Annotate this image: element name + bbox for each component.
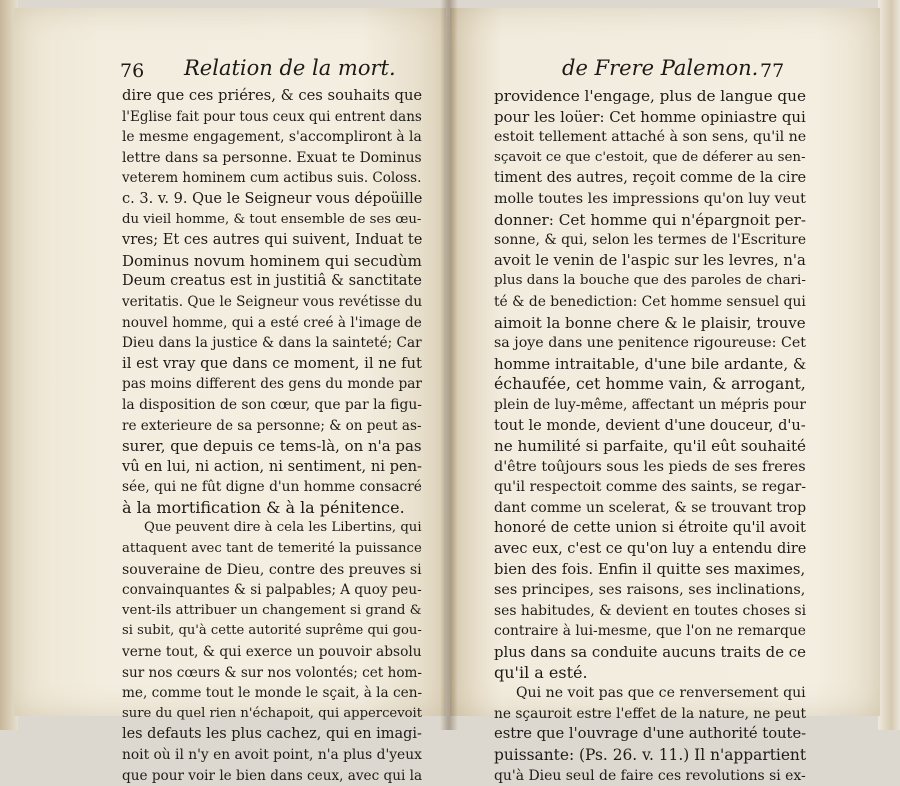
text-line: c. 3. v. 9. Que le Seigneur vous dépoüille — [122, 189, 423, 207]
text-line: sure du quel rien n'échapoit, qui appercevoit — [122, 705, 423, 721]
text-line: plus dans sa conduite aucuns traits de ce — [494, 643, 806, 662]
text-line: qu'il respectoit comme des saints, se regar- — [494, 479, 806, 496]
left-running-head: Relation de la mort. — [184, 56, 396, 80]
text-line: honoré de cette union si étroite qu'il avoit — [494, 519, 806, 537]
text-line: dire que ces priéres, & ces souhaits que — [122, 87, 423, 104]
text-line: verne tout, & qui exerce un pouvoir absolu — [122, 644, 422, 661]
text-line: me, comme tout le monde le sçait, à la cen- — [122, 685, 423, 702]
text-line: d'être toûjours sous les pieds de ses freres — [494, 458, 806, 475]
text-line: vent-ils attribuer un changement si grand & — [122, 602, 422, 618]
text-line: surer, que depuis ce tems-là, on n'a pas — [122, 437, 422, 456]
text-line: Qui ne voit pas que ce renversement qui — [516, 685, 806, 702]
text-line: sonne, & qui, selon les termes de l'Escriture — [494, 232, 807, 249]
text-line: dant comme un scelerat, & se trouvant trop — [494, 499, 807, 516]
text-line: sée, qui ne fût digne d'un homme consacré — [122, 479, 422, 496]
text-line: vû en lui, ni action, ni sentiment, ni pen- — [122, 457, 422, 475]
text-line: veritatis. Que le Seigneur vous revétisse du — [122, 293, 423, 310]
book-cover-edge-right — [878, 0, 900, 730]
text-line: estre que l'ouvrage d'une authorité toute- — [494, 725, 807, 743]
text-line: convainquantes & si palpables; A quoy peu- — [122, 582, 422, 599]
text-line: nouvel homme, qui a esté creé à l'image de — [122, 314, 422, 331]
text-line: le mesme engagement, s'accompliront à la — [122, 129, 422, 146]
text-line: souveraine de Dieu, contre des preuves si — [122, 561, 422, 578]
left-page — [14, 8, 446, 784]
text-line: re exterieure de sa personne; & on peut as- — [122, 417, 422, 434]
text-line: vres; Et ces autres qui suivent, Induat te — [122, 231, 423, 249]
text-line: qu'à Dieu seul de faire ces revolutions si ex- — [494, 767, 806, 784]
text-line: puissante: (Ps. 26. v. 11.) Il n'appartient — [494, 746, 807, 764]
text-line: plus dans la bouche que des paroles de chari- — [494, 273, 806, 289]
text-line: noit où il n'y en avoit point, n'a plus d'yeux — [122, 747, 422, 763]
text-line: l'Eglise fait pour tous ceux qui entrent dans — [122, 108, 422, 125]
text-line: pas moins different des gens du monde par — [122, 376, 422, 393]
book-gutter — [440, 0, 458, 730]
left-page-number: 76 — [120, 60, 145, 82]
text-line: Dieu dans la justice & dans la sainteté; Car — [122, 335, 422, 352]
text-line: ne humilité si parfaite, qu'il eût souhaité — [494, 437, 806, 456]
text-line: timent des autres, reçoit comme de la cire — [494, 170, 807, 187]
text-line: contraire à lui-mesme, que l'on ne remarque — [494, 623, 806, 640]
text-line: il est vray que dans ce moment, il ne fut — [122, 354, 422, 372]
text-line: plein de luy-même, affectant un mépris pour — [494, 396, 807, 413]
right-page-number: 77 — [760, 60, 785, 82]
text-line: molle toutes les impressions qu'on luy veut — [494, 190, 806, 207]
text-line: que pour voir le bien dans ceux, avec qui la — [122, 767, 423, 784]
text-line: qu'il a esté. — [494, 662, 588, 682]
text-line: la disposition de son cœur, que par la figu- — [122, 396, 422, 413]
text-line: estoit tellement attaché à son sens, qu'il ne — [494, 129, 807, 146]
text-line: du vieil homme, & tout ensemble de ses œu- — [122, 211, 422, 227]
text-line: ses principes, ses raisons, ses inclinations, — [494, 582, 806, 599]
text-line: sa joye dans une penitence rigoureuse: Cet — [494, 335, 807, 352]
text-line: si subit, qu'à cette autorité suprême qui gou- — [122, 623, 422, 639]
text-line: échaufée, cet homme vain, & arrogant, — [494, 374, 806, 394]
text-line: ses habitudes, & devient en toutes choses si — [494, 602, 807, 619]
text-line: avoit le venin de l'aspic sur les levres, n'a — [494, 251, 806, 269]
text-line: homme intraitable, d'une bile ardante, & — [494, 354, 807, 373]
text-line: Dominus novum hominem qui secudùm — [122, 251, 422, 270]
text-line: bien des fois. Enfin il quitte ses maximes, — [494, 560, 806, 578]
text-line: té & de benediction: Cet homme sensuel qui — [494, 293, 806, 310]
text-line: tout le monde, devient d'une douceur, d'u- — [494, 416, 806, 434]
text-line: aimoit la bonne chere & le plaisir, trouve — [494, 313, 806, 332]
text-line: veterem hominem cum actibus suis. Coloss. — [122, 170, 422, 187]
text-line: les defauts les plus cachez, qui en imagi- — [122, 726, 422, 743]
text-line: sçavoit ce que c'estoit, que de déferer au sen- — [494, 149, 806, 165]
text-line: lettre dans sa personne. Exuat te Dominus — [122, 149, 422, 166]
right-page — [450, 8, 880, 784]
right-running-head: de Frere Palemon. — [562, 56, 759, 80]
text-line: à la mortification & à la pénitence. — [122, 497, 405, 517]
text-line: providence l'engage, plus de langue que — [494, 87, 806, 105]
text-line: attaquent avec tant de temerité la puissance — [122, 541, 422, 557]
text-line: Que peuvent dire à cela les Libertins, qui — [144, 520, 422, 536]
text-line: ne sçauroit estre l'effet de la nature, ne peut — [494, 705, 807, 722]
text-line: donner: Cet homme qui n'épargnoit per- — [494, 210, 807, 229]
text-line: pour les loüer: Cet homme opiniastre qui — [494, 107, 806, 126]
text-line: Deum creatus est in justitiâ & sanctitate — [122, 272, 422, 290]
text-line: avec eux, c'est ce qu'on luy a entendu dire — [494, 541, 807, 558]
text-line: sur nos cœurs & sur nos volontés; cet hom- — [122, 664, 422, 681]
right-page-text — [494, 86, 806, 786]
left-page-text — [122, 86, 422, 786]
